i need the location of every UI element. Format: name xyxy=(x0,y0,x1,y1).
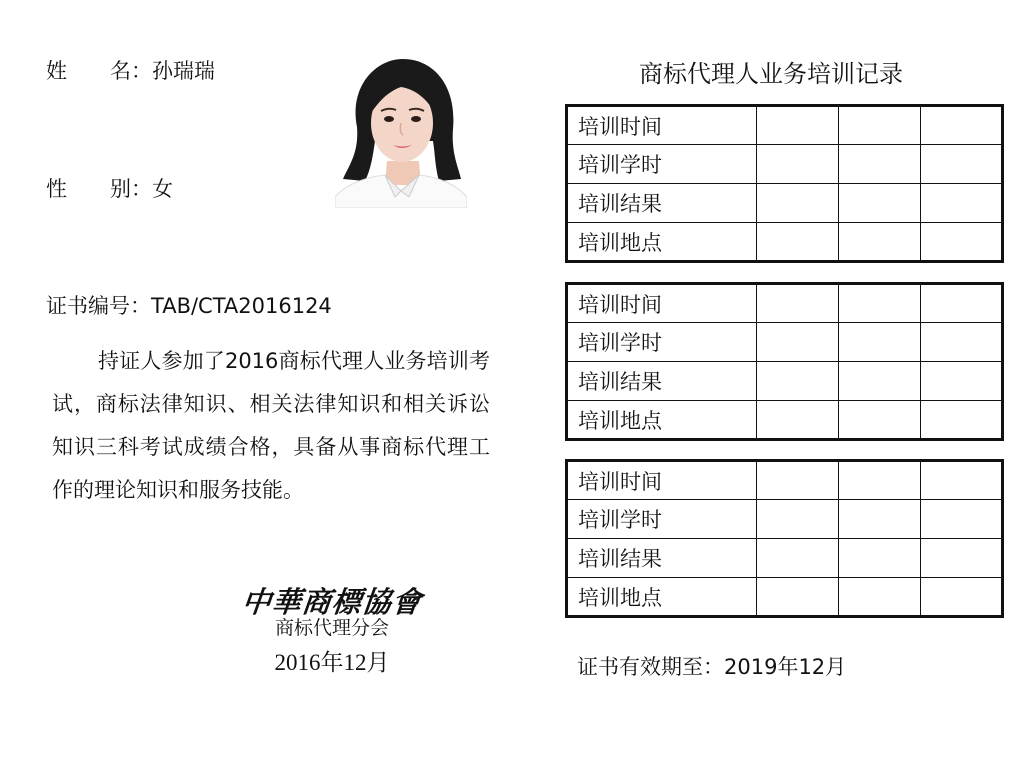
record-cell xyxy=(757,284,839,323)
record-cell xyxy=(921,145,1003,184)
record-cell xyxy=(921,323,1003,362)
record-cell xyxy=(921,284,1003,323)
record-cell xyxy=(839,184,921,223)
training-record-table-3 xyxy=(565,459,1004,618)
record-cell xyxy=(757,461,839,500)
gender-field xyxy=(46,173,173,203)
row-label: 培训时间 xyxy=(567,461,757,500)
record-cell xyxy=(839,461,921,500)
row-label: 培训时间 xyxy=(567,106,757,145)
row-label: 培训地点 xyxy=(567,578,757,617)
table-row xyxy=(567,362,1003,401)
record-cell xyxy=(757,106,839,145)
row-label: 培训学时 xyxy=(567,145,757,184)
table-row xyxy=(567,461,1003,500)
table-row xyxy=(567,401,1003,440)
record-cell xyxy=(757,539,839,578)
training-record-table-1 xyxy=(565,104,1004,263)
record-cell xyxy=(839,284,921,323)
record-cell xyxy=(839,539,921,578)
row-label: 培训结果 xyxy=(567,362,757,401)
certificate-number xyxy=(46,290,332,320)
row-label: 培训时间 xyxy=(567,284,757,323)
table-row xyxy=(567,184,1003,223)
gender-label-2: 别： xyxy=(110,177,152,201)
certificate-number-value: TAB/CTA2016124 xyxy=(151,294,332,318)
record-cell xyxy=(839,145,921,184)
table-row xyxy=(567,578,1003,617)
record-cell xyxy=(921,362,1003,401)
record-cell xyxy=(839,401,921,440)
portrait-image xyxy=(335,57,467,208)
gender-label-1: 性 xyxy=(46,177,67,201)
gender-value: 女 xyxy=(152,177,173,201)
record-cell xyxy=(921,223,1003,262)
validity-period xyxy=(577,651,846,681)
record-cell xyxy=(839,362,921,401)
training-record-table-2 xyxy=(565,282,1004,441)
table-row xyxy=(567,145,1003,184)
certificate-statement: 持证人参加了2016商标代理人业务培训考试，商标法律知识、相关法律知识和相关诉讼知识三科考试成绩合格，具备从事商标代理工作的理论知识和服务技能。 xyxy=(52,349,490,502)
branch-name: 商标代理分会 xyxy=(274,617,389,639)
row-label: 培训地点 xyxy=(567,223,757,262)
table-row xyxy=(567,500,1003,539)
record-cell xyxy=(921,106,1003,145)
record-cell xyxy=(921,539,1003,578)
validity-value: 2019年12月 xyxy=(724,655,847,679)
issuer-block xyxy=(232,584,432,677)
record-cell xyxy=(757,184,839,223)
record-cell xyxy=(757,401,839,440)
record-cell xyxy=(921,500,1003,539)
table-row xyxy=(567,323,1003,362)
name-field xyxy=(46,55,215,85)
records-title: 商标代理人业务培训记录 xyxy=(639,60,903,88)
record-cell xyxy=(757,362,839,401)
record-cell xyxy=(839,578,921,617)
record-cell xyxy=(757,500,839,539)
row-label: 培训学时 xyxy=(567,323,757,362)
name-label-2: 名： xyxy=(110,59,152,83)
record-cell xyxy=(757,578,839,617)
record-cell xyxy=(839,223,921,262)
name-value: 孙瑞瑞 xyxy=(152,59,215,83)
table-row xyxy=(567,539,1003,578)
validity-label: 证书有效期至： xyxy=(577,655,724,679)
record-cell xyxy=(921,401,1003,440)
association-name: 中華商標協會 xyxy=(240,585,424,619)
record-cell xyxy=(757,323,839,362)
record-cell xyxy=(921,184,1003,223)
record-cell xyxy=(921,578,1003,617)
table-row xyxy=(567,284,1003,323)
record-cell xyxy=(757,223,839,262)
holder-photo xyxy=(335,57,467,208)
row-label: 培训结果 xyxy=(567,184,757,223)
record-cell xyxy=(839,500,921,539)
record-cell xyxy=(921,461,1003,500)
name-label-1: 姓 xyxy=(46,59,67,83)
row-label: 培训地点 xyxy=(567,401,757,440)
record-cell xyxy=(757,145,839,184)
certificate-number-label: 证书编号： xyxy=(46,294,151,318)
row-label: 培训学时 xyxy=(567,500,757,539)
row-label: 培训结果 xyxy=(567,539,757,578)
record-cell xyxy=(839,323,921,362)
record-cell xyxy=(839,106,921,145)
table-row xyxy=(567,106,1003,145)
table-row xyxy=(567,223,1003,262)
issue-date: 2016年12月 xyxy=(274,650,390,675)
